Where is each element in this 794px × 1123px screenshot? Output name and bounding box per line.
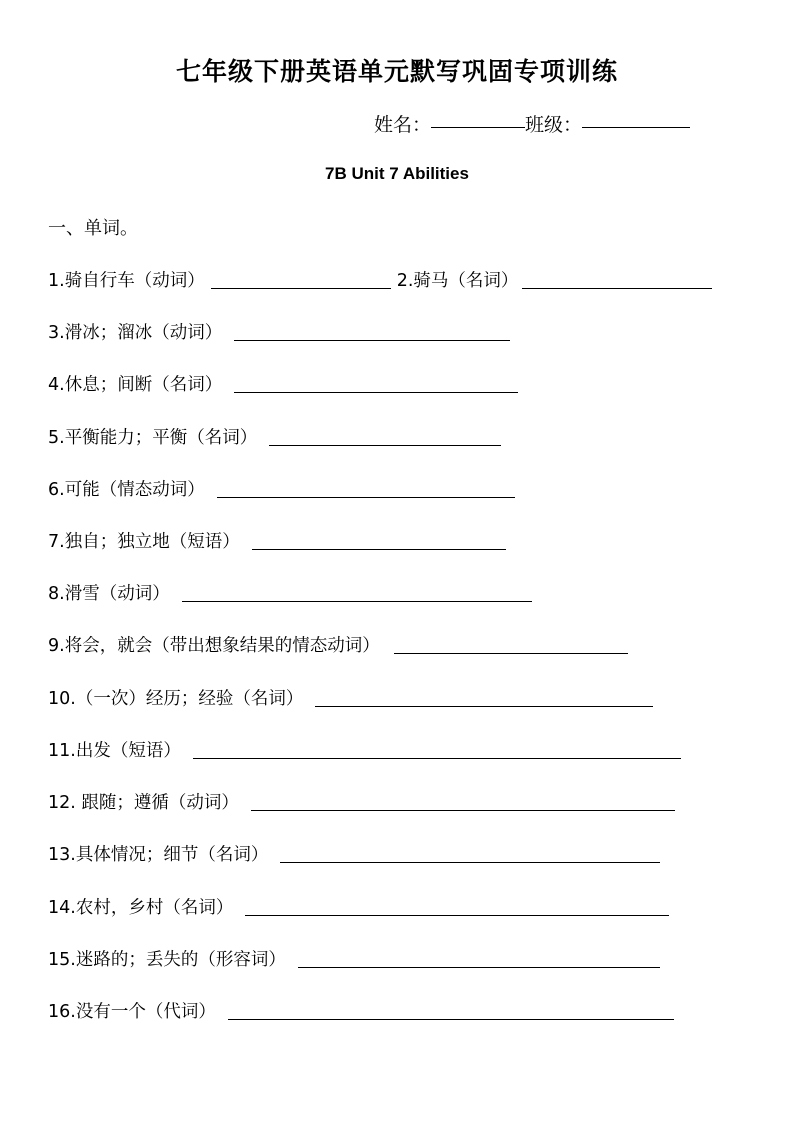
section-heading: 一、单词。 <box>48 218 138 239</box>
item-label: 1.骑自行车（动词） <box>48 271 205 291</box>
answer-blank[interactable] <box>228 1018 674 1020</box>
item-label: 9.将会，就会（带出想象结果的情态动词） <box>48 636 380 656</box>
name-blank[interactable] <box>431 126 525 128</box>
list-item <box>48 841 660 866</box>
list-item <box>48 319 510 344</box>
list-item <box>48 371 518 396</box>
item-label: 15.迷路的；丢失的（形容词） <box>48 950 286 970</box>
item-label: 2.骑马（名词） <box>396 271 519 291</box>
list-item <box>48 737 681 762</box>
list-item <box>48 789 675 814</box>
answer-blank[interactable] <box>245 914 669 916</box>
answer-blank[interactable] <box>394 652 628 654</box>
answer-blank[interactable] <box>182 600 532 602</box>
list-item <box>48 580 532 605</box>
item-label: 16.没有一个（代词） <box>48 1002 216 1022</box>
item-label: 4.休息；间断（名词） <box>48 375 223 395</box>
list-item <box>48 267 712 292</box>
item-label: 6.可能（情态动词） <box>48 480 205 500</box>
item-label: 13.具体情况；细节（名词） <box>48 845 269 865</box>
answer-blank[interactable] <box>251 809 675 811</box>
answer-blank[interactable] <box>298 966 660 968</box>
list-item <box>48 528 506 553</box>
unit-subtitle: 7B Unit 7 Abilities <box>325 164 469 183</box>
answer-blank[interactable] <box>269 444 501 446</box>
list-item <box>48 946 660 971</box>
answer-blank[interactable] <box>315 705 653 707</box>
student-info <box>374 110 690 137</box>
answer-blank[interactable] <box>234 339 510 341</box>
class-blank[interactable] <box>582 126 690 128</box>
list-item <box>48 998 674 1023</box>
page-title: 七年级下册英语单元默写巩固专项训练 <box>175 57 618 86</box>
item-label: 14.农村，乡村（名词） <box>48 898 234 918</box>
item-label: 8.滑雪（动词） <box>48 584 170 604</box>
list-item <box>48 632 628 657</box>
list-item <box>48 685 653 710</box>
item-label: 11.出发（短语） <box>48 741 181 761</box>
answer-blank[interactable] <box>217 496 515 498</box>
answer-blank[interactable] <box>211 287 391 289</box>
answer-blank[interactable] <box>252 548 506 550</box>
name-label: 姓名： <box>374 114 432 136</box>
answer-blank[interactable] <box>234 391 518 393</box>
item-label: 3.滑冰；溜冰（动词） <box>48 323 223 343</box>
class-label: 班级： <box>525 114 583 136</box>
item-label: 12. 跟随；遵循（动词） <box>48 793 239 813</box>
item-label: 10.（一次）经历；经验（名词） <box>48 689 304 709</box>
list-item <box>48 424 501 449</box>
answer-blank[interactable] <box>522 287 712 289</box>
answer-blank[interactable] <box>193 757 681 759</box>
list-item <box>48 894 669 919</box>
item-label: 5.平衡能力；平衡（名词） <box>48 428 258 448</box>
item-label: 7.独自；独立地（短语） <box>48 532 240 552</box>
answer-blank[interactable] <box>280 861 660 863</box>
list-item <box>48 476 515 501</box>
